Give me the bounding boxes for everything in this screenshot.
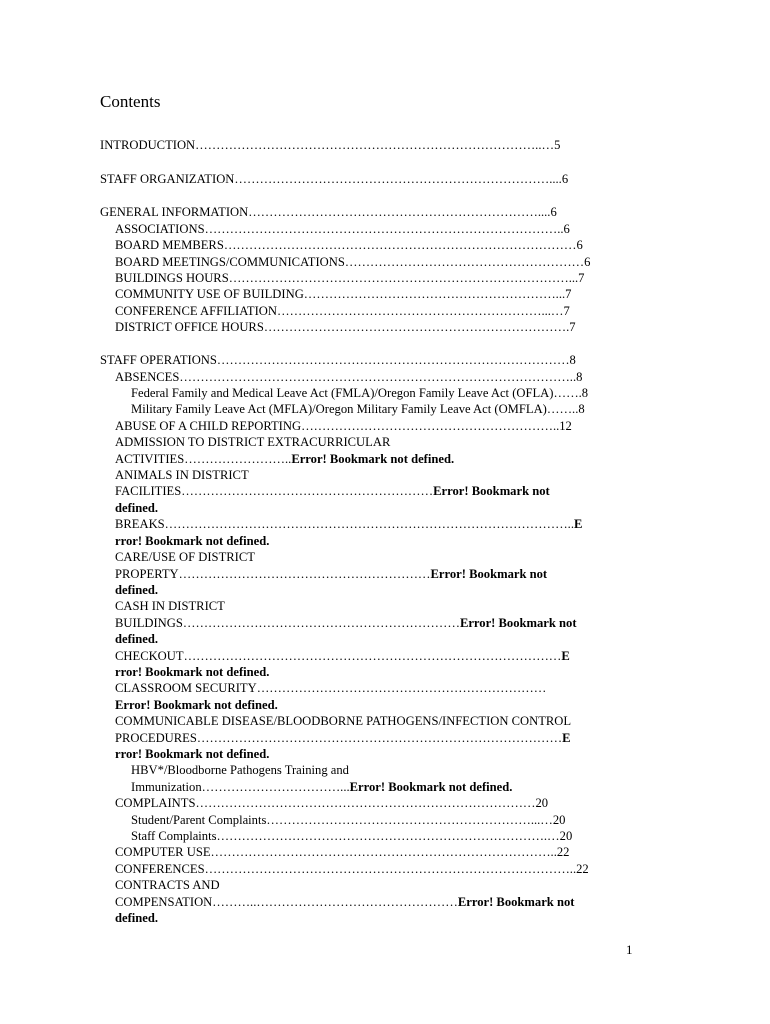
toc-entry-text: FACILITIES……………………………………………………: [115, 484, 434, 498]
toc-entry[interactable]: [115, 286, 571, 302]
toc-entry-text: CARE/USE OF DISTRICT: [115, 550, 255, 564]
bookmark-error-text: rror! Bookmark not defined.: [115, 534, 270, 548]
toc-entry-text: ASSOCIATIONS…………………………………………………………………………..6: [115, 222, 570, 236]
toc-entry[interactable]: [115, 713, 571, 729]
toc-entry-text: Federal Family and Medical Leave Act (FMLA)/Oregon Family Leave Act (OFLA)…….8: [131, 386, 589, 400]
bookmark-error-text: Error! Bookmark not: [459, 616, 577, 630]
toc-entry-text: STAFF OPERATIONS…………………………………………………………………………8: [100, 353, 576, 367]
bookmark-error-text: defined.: [115, 632, 159, 646]
toc-entry[interactable]: [115, 877, 220, 893]
toc-entry-text: Student/Parent Complaints………………………………………………………...…20: [131, 813, 566, 827]
toc-entry-text: BUILDINGS HOURS………………………………………………………………………...7: [115, 271, 585, 285]
toc-entry-text: CONTRACTS AND: [115, 878, 220, 892]
toc-entry-text: PROCEDURES……………………………………………………………………………: [115, 731, 563, 745]
toc-entry[interactable]: [115, 861, 589, 877]
toc-entry[interactable]: [131, 385, 588, 401]
toc-entry[interactable]: [115, 270, 584, 286]
bookmark-error-text: Error! Bookmark not defined.: [349, 780, 513, 794]
bookmark-error-text: Error! Bookmark not: [457, 895, 575, 909]
toc-entry[interactable]: [115, 369, 582, 385]
toc-entry-text: STAFF ORGANIZATION…………………………………………………………………....6: [100, 172, 569, 186]
toc-entry[interactable]: [115, 237, 583, 253]
toc-entry-text: CHECKOUT………………………………………………………………………………: [115, 649, 562, 663]
toc-entry[interactable]: [115, 615, 577, 631]
toc-entry[interactable]: [115, 910, 158, 926]
toc-entry[interactable]: [115, 664, 269, 680]
toc-entry[interactable]: [115, 516, 582, 532]
bookmark-error-text: rror! Bookmark not defined.: [115, 665, 270, 679]
toc-entry[interactable]: [115, 549, 255, 565]
toc-entry-text: CONFERENCE AFFILIATION………………………………………………………...…7: [115, 304, 570, 318]
toc-entry-text: ABUSE OF A CHILD REPORTING……………………………………………………..12: [115, 419, 572, 433]
toc-entry-text: ANIMALS IN DISTRICT: [115, 468, 249, 482]
bookmark-error-text: rror! Bookmark not defined.: [115, 747, 270, 761]
toc-entry-text: INTRODUCTION………………………………………………………………………..…5: [100, 138, 561, 152]
bookmark-error-text: defined.: [115, 911, 159, 925]
toc-entry[interactable]: [115, 221, 570, 237]
bookmark-error-text: defined.: [115, 583, 159, 597]
toc-entry[interactable]: [115, 795, 548, 811]
toc-entry[interactable]: [115, 598, 225, 614]
toc-entry-text: GENERAL INFORMATION……………………………………………………………....6: [100, 205, 557, 219]
toc-entry-text: CLASSROOM SECURITY……………………………………………………………: [115, 681, 547, 695]
toc-entry[interactable]: [115, 467, 249, 483]
toc-entry[interactable]: [131, 401, 585, 417]
toc-entry-text: COMPUTER USE………………………………………………………………………..22: [115, 845, 570, 859]
toc-entry-text: COMMUNITY USE OF BUILDING……………………………………………………...7: [115, 287, 572, 301]
toc-entry-text: BOARD MEMBERS…………………………………………………………………………6: [115, 238, 583, 252]
bookmark-error-text: Error! Bookmark not: [430, 567, 548, 581]
toc-entry-text: BREAKS……………………………………………………………………………………..: [115, 517, 574, 531]
toc-entry[interactable]: [115, 434, 390, 450]
toc-entry[interactable]: [115, 631, 158, 647]
toc-entry-text: COMMUNICABLE DISEASE/BLOODBORNE PATHOGENS/INFECTION CONTROL: [115, 714, 572, 728]
toc-entry[interactable]: [131, 779, 512, 795]
toc-entry[interactable]: [131, 812, 565, 828]
bookmark-error-text: E: [561, 649, 570, 663]
bookmark-error-text: Error! Bookmark not defined.: [115, 698, 278, 712]
toc-entry[interactable]: [115, 680, 546, 696]
toc-entry-text: COMPENSATION………..…………………………………………: [115, 895, 458, 909]
toc-entry-text: Immunization……………………………...: [131, 780, 350, 794]
toc-entry[interactable]: [115, 483, 550, 499]
toc-entry[interactable]: [115, 894, 574, 910]
toc-entry[interactable]: [115, 697, 278, 713]
toc-entry-text: Military Family Leave Act (MFLA)/Oregon Military Family Leave Act (OMFLA)……..8: [131, 402, 585, 416]
toc-entry[interactable]: [115, 254, 590, 270]
bookmark-error-text: defined.: [115, 501, 159, 515]
toc-entry[interactable]: [115, 844, 569, 860]
toc-entry[interactable]: [131, 828, 572, 844]
toc-entry[interactable]: [115, 566, 547, 582]
bookmark-error-text: Error! Bookmark not defined.: [291, 452, 455, 466]
toc-entry[interactable]: [115, 451, 454, 467]
toc-entry[interactable]: [100, 352, 576, 368]
toc-entry-text: ADMISSION TO DISTRICT EXTRACURRICULAR: [115, 435, 391, 449]
bookmark-error-text: E: [573, 517, 583, 531]
toc-entry[interactable]: [100, 204, 557, 220]
toc-entry[interactable]: [131, 762, 349, 778]
toc-entry-text: PROPERTY……………………………………………………: [115, 567, 431, 581]
toc-entry[interactable]: [100, 137, 560, 153]
toc-entry-text: COMPLAINTS………………………………………………………………………20: [115, 796, 549, 810]
toc-entry[interactable]: [115, 319, 576, 335]
toc-entry[interactable]: [100, 171, 568, 187]
toc-entry[interactable]: [115, 582, 158, 598]
toc-entry-text: CONFERENCES……………………………………………………………………………..22: [115, 862, 589, 876]
bookmark-error-text: E: [562, 731, 571, 745]
toc-entry-text: HBV*/Bloodborne Pathogens Training and: [131, 763, 349, 777]
bookmark-error-text: Error! Bookmark not: [433, 484, 550, 498]
toc-entry[interactable]: [115, 500, 158, 516]
toc-entry[interactable]: [115, 730, 571, 746]
toc-entry-text: ACTIVITIES……………………..: [115, 452, 292, 466]
toc-entry-text: BOARD MEETINGS/COMMUNICATIONS…………………………………………………6: [115, 255, 591, 269]
toc-entry-text: Staff Complaints…………………………………………………………………….…20: [131, 829, 573, 843]
contents-heading: Contents: [100, 92, 161, 111]
toc-entry-text: DISTRICT OFFICE HOURS……………………………………………………………….7: [115, 320, 576, 334]
toc-entry[interactable]: [115, 648, 570, 664]
toc-entry-text: ABSENCES…………………………………………………………………………………..8: [115, 370, 583, 384]
toc-entry[interactable]: [115, 418, 572, 434]
toc-entry[interactable]: [115, 533, 269, 549]
page-number: 1: [626, 942, 633, 957]
toc-entry-text: BUILDINGS…………………………………………………………: [115, 616, 460, 630]
toc-entry-text: CASH IN DISTRICT: [115, 599, 225, 613]
toc-entry[interactable]: [115, 303, 570, 319]
toc-entry[interactable]: [115, 746, 269, 762]
